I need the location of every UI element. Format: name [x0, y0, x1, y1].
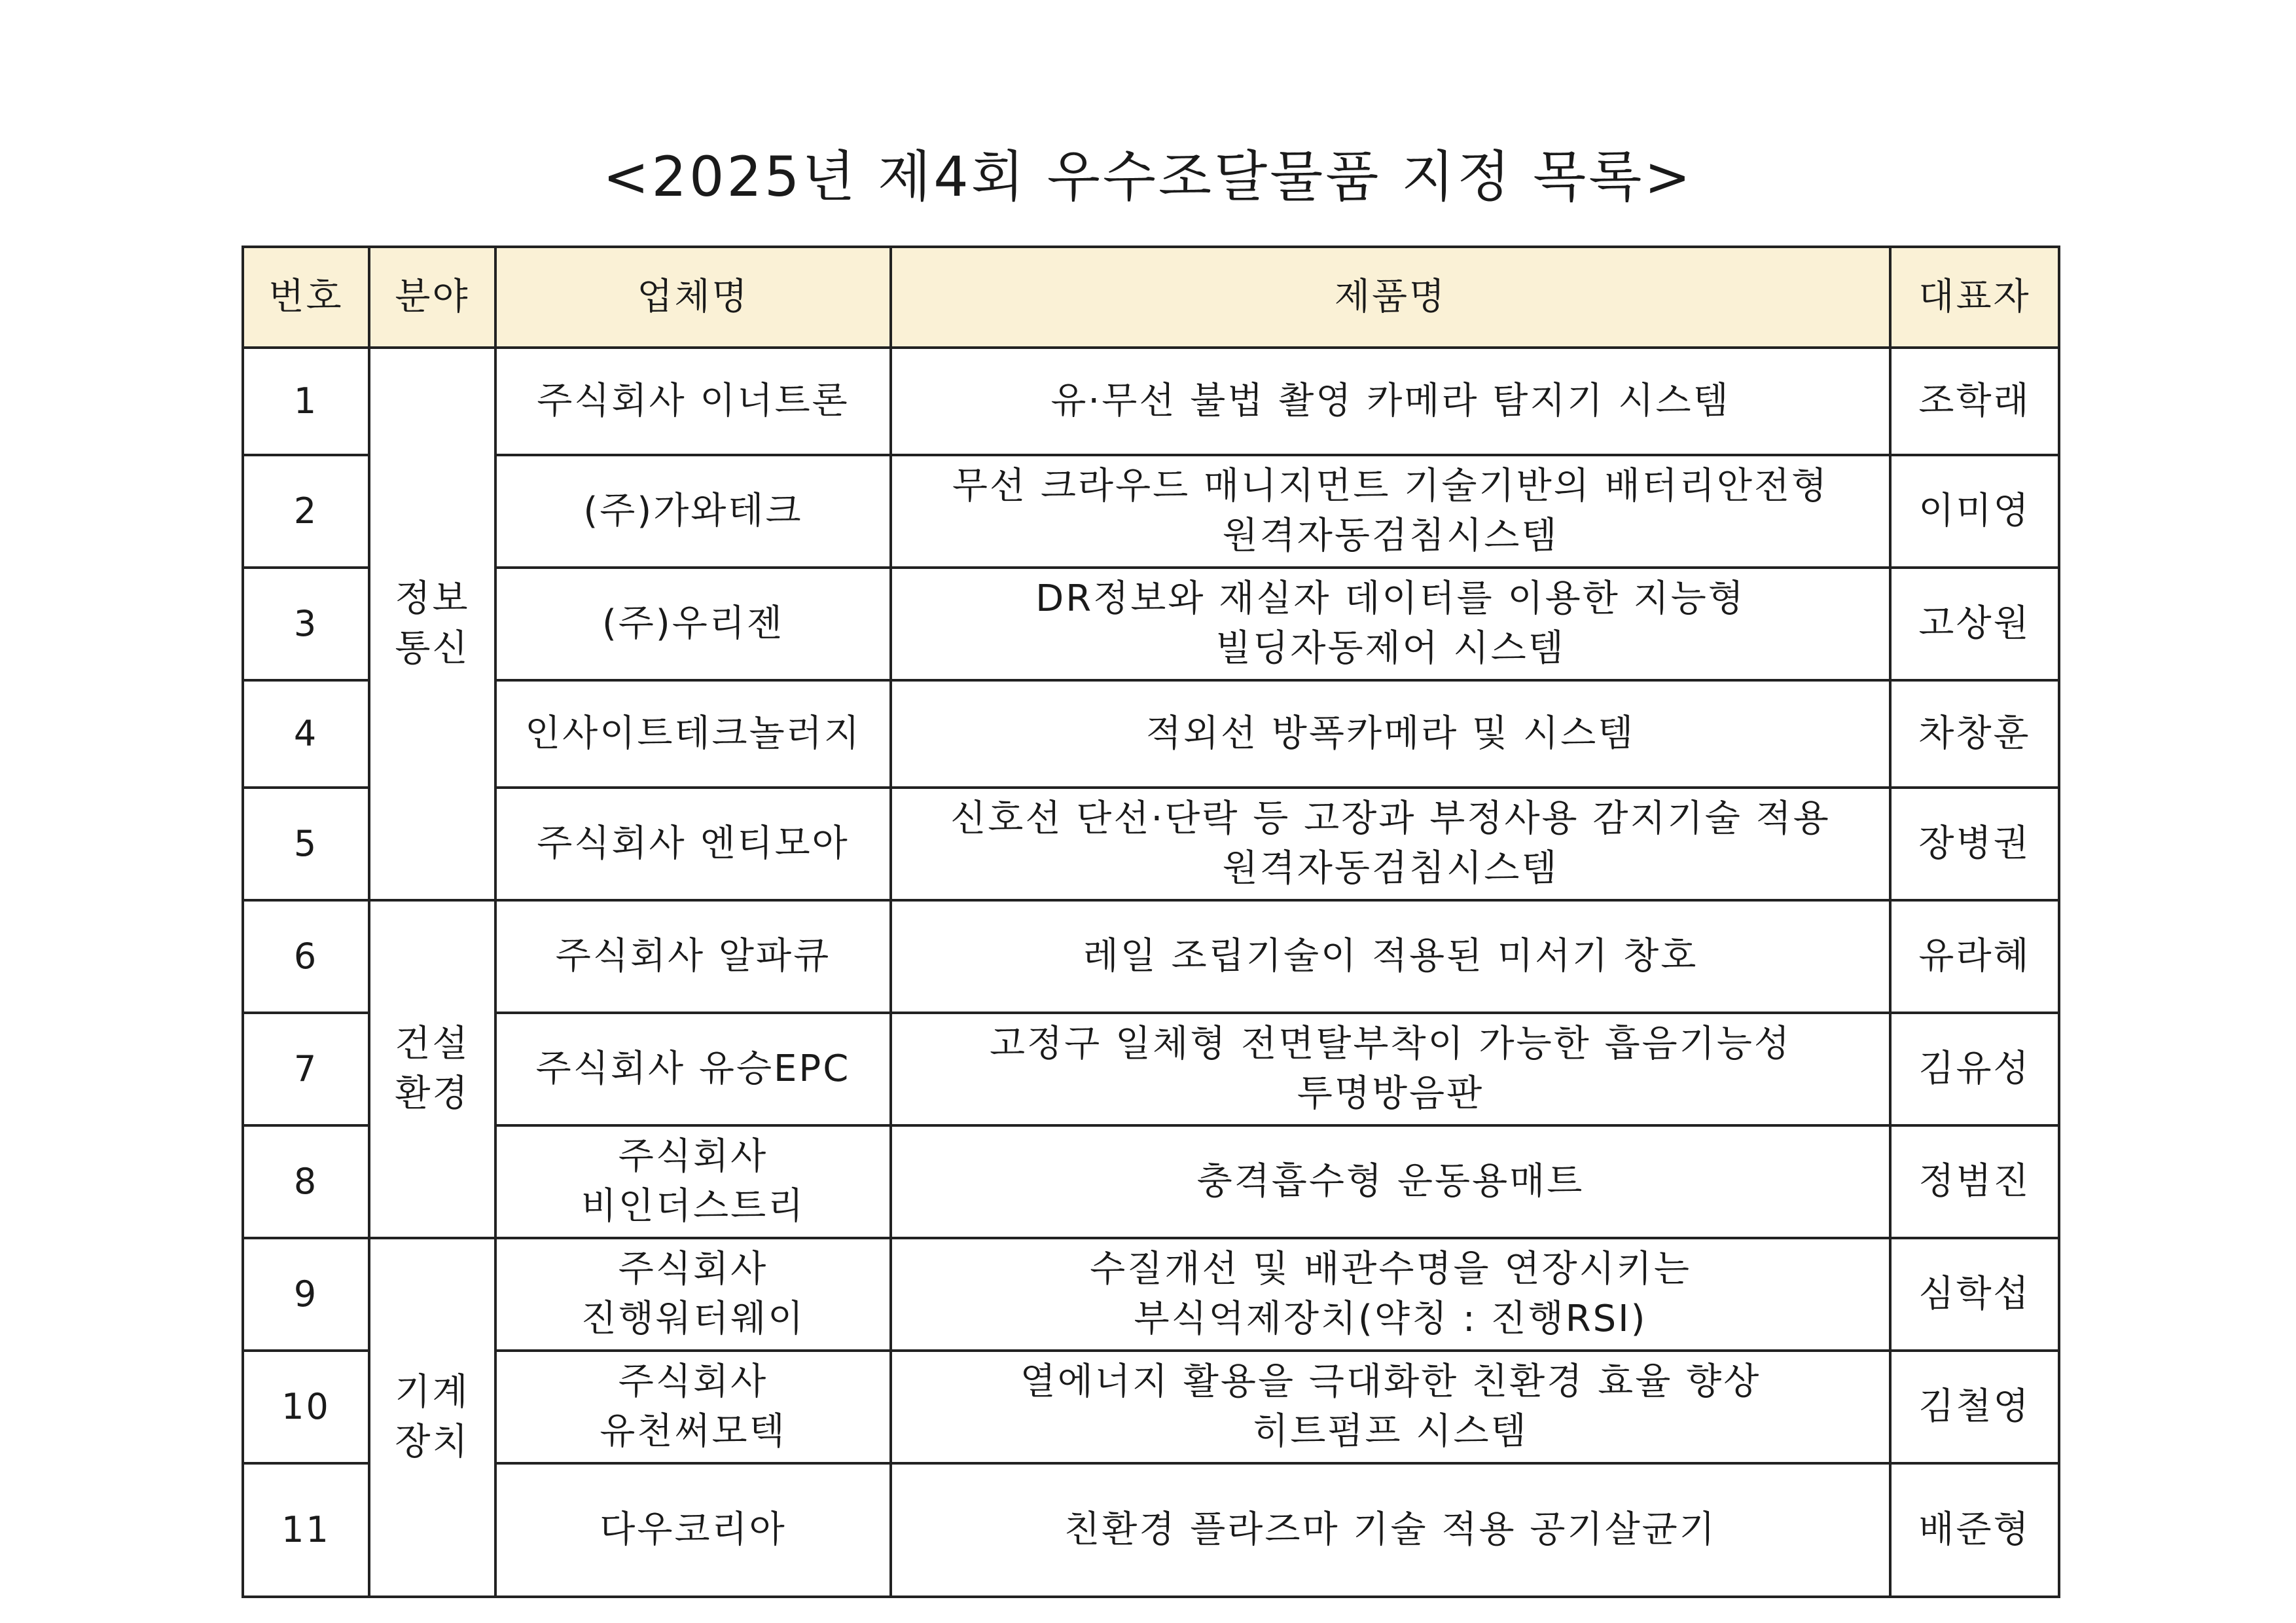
product-name: 충격흡수형 운동용매트 [1196, 1160, 1585, 1203]
company-cell [495, 455, 891, 568]
ceo-cell: 김유성 [1890, 1013, 2059, 1125]
company-name-line: 주식회사 [618, 1248, 768, 1290]
ceo-cell: 고상원 [1890, 568, 2059, 680]
product-cell [891, 1351, 1890, 1463]
company-name-line: 주식회사 [618, 1135, 768, 1178]
product-name: 유·무선 불법 촬영 카메라 탐지기 시스템 [1050, 380, 1731, 422]
table-row [243, 1125, 2059, 1238]
ceo-cell: 차창훈 [1890, 680, 2059, 788]
designation-table [242, 246, 2060, 1598]
ceo-cell: 이미영 [1890, 455, 2059, 568]
ceo-cell: 장병권 [1890, 788, 2059, 900]
table-row [243, 455, 2059, 568]
product-cell [891, 788, 1890, 900]
header-product: 제품명 [891, 247, 1890, 348]
company-cell [495, 788, 891, 900]
company-cell [495, 900, 891, 1013]
field-label: 환경 [395, 1072, 470, 1115]
product-cell [891, 680, 1890, 788]
company-name: 주식회사 이너트론 [537, 380, 850, 422]
field-label: 정보 [395, 577, 470, 620]
product-name-line: 원격자동검침시스템 [1222, 515, 1559, 557]
document-title: <2025년 제4회 우수조달물품 지정 목록> [603, 145, 1693, 209]
product-name: 적외선 방폭카메라 및 시스템 [1145, 712, 1636, 755]
product-cell [891, 455, 1890, 568]
product-name-line: 빌딩자동제어 시스템 [1215, 627, 1566, 670]
row-number: 7 [243, 1013, 369, 1125]
product-name-line: 무선 크라우드 매니지먼트 기술기반의 배터리안전형 [952, 465, 1829, 507]
field-label: 건설 [395, 1023, 470, 1065]
field-label: 통신 [395, 627, 470, 670]
product-name-line: 열에너지 활용을 극대화한 친환경 효율 향상 [1020, 1360, 1761, 1403]
table-row [243, 568, 2059, 680]
company-name-line: 주식회사 [618, 1360, 768, 1403]
row-number: 10 [243, 1351, 369, 1463]
row-number: 1 [243, 348, 369, 455]
field-cell-construction [369, 900, 495, 1238]
product-name: 친환경 플라즈마 기술 적용 공기살균기 [1064, 1508, 1717, 1551]
company-name: 주식회사 엔티모아 [537, 822, 850, 865]
company-name: 주식회사 유승EPC [535, 1048, 851, 1090]
product-name-line: 수질개선 및 배관수명을 연장시키는 [1090, 1248, 1691, 1290]
company-name: 주식회사 알파큐 [555, 935, 831, 977]
table-row [243, 900, 2059, 1013]
field-cell-ict [369, 348, 495, 900]
row-number: 2 [243, 455, 369, 568]
product-cell [891, 1013, 1890, 1125]
product-cell [891, 1238, 1890, 1351]
company-cell [495, 348, 891, 455]
product-cell [891, 900, 1890, 1013]
product-cell [891, 1463, 1890, 1597]
table-row [243, 788, 2059, 900]
company-cell [495, 568, 891, 680]
header-ceo: 대표자 [1890, 247, 2059, 348]
ceo-cell: 김철영 [1890, 1351, 2059, 1463]
header-field: 분야 [369, 247, 495, 348]
row-number: 5 [243, 788, 369, 900]
field-label: 기계 [395, 1371, 470, 1413]
table-row [243, 1351, 2059, 1463]
table-row [243, 680, 2059, 788]
table-row [243, 1238, 2059, 1351]
product-name-line: 부식억제장치(약칭 : 진행RSI) [1134, 1298, 1647, 1340]
company-name: 다우코리아 [600, 1508, 787, 1551]
product-name-line: 히트펌프 시스템 [1253, 1410, 1528, 1453]
product-name: 레일 조립기술이 적용된 미서기 창호 [1083, 935, 1698, 977]
product-name-line: 투명방음판 [1297, 1072, 1484, 1115]
company-name-line: 비인더스트리 [581, 1185, 806, 1228]
row-number: 6 [243, 900, 369, 1013]
table-row [243, 1013, 2059, 1125]
ceo-cell: 유라혜 [1890, 900, 2059, 1013]
row-number: 9 [243, 1238, 369, 1351]
row-number: 4 [243, 680, 369, 788]
company-cell [495, 1351, 891, 1463]
header-no: 번호 [243, 247, 369, 348]
ceo-cell: 조학래 [1890, 348, 2059, 455]
company-name-line: 진행워터웨이 [581, 1298, 806, 1340]
product-name-line: 고정구 일체형 전면탈부착이 가능한 흡음기능성 [989, 1023, 1792, 1065]
company-cell [495, 680, 891, 788]
row-number: 3 [243, 568, 369, 680]
ceo-cell: 배준형 [1890, 1463, 2059, 1597]
product-cell [891, 1125, 1890, 1238]
company-cell [495, 1125, 891, 1238]
table-row [243, 348, 2059, 455]
company-cell [495, 1463, 891, 1597]
row-number: 8 [243, 1125, 369, 1238]
company-name: 인사이트테크놀러지 [525, 712, 861, 755]
field-cell-machinery [369, 1238, 495, 1597]
product-name-line: DR정보와 재실자 데이터를 이용한 지능형 [1035, 577, 1746, 620]
company-cell [495, 1013, 891, 1125]
product-name-line: 신호선 단선·단락 등 고장과 부정사용 감지기술 적용 [950, 797, 1831, 840]
product-cell [891, 348, 1890, 455]
row-number: 11 [243, 1463, 369, 1597]
company-cell [495, 1238, 891, 1351]
product-cell [891, 568, 1890, 680]
table-row [243, 1463, 2059, 1597]
table-header-row [243, 247, 2059, 348]
ceo-cell: 심학섭 [1890, 1238, 2059, 1351]
product-name-line: 원격자동검침시스템 [1222, 847, 1559, 890]
field-label: 장치 [395, 1421, 470, 1463]
company-name: (주)가와테크 [583, 490, 803, 532]
company-name-line: 유천써모텍 [600, 1410, 787, 1453]
header-company: 업체명 [495, 247, 891, 348]
company-name: (주)우리젠 [601, 602, 785, 645]
ceo-cell: 정범진 [1890, 1125, 2059, 1238]
